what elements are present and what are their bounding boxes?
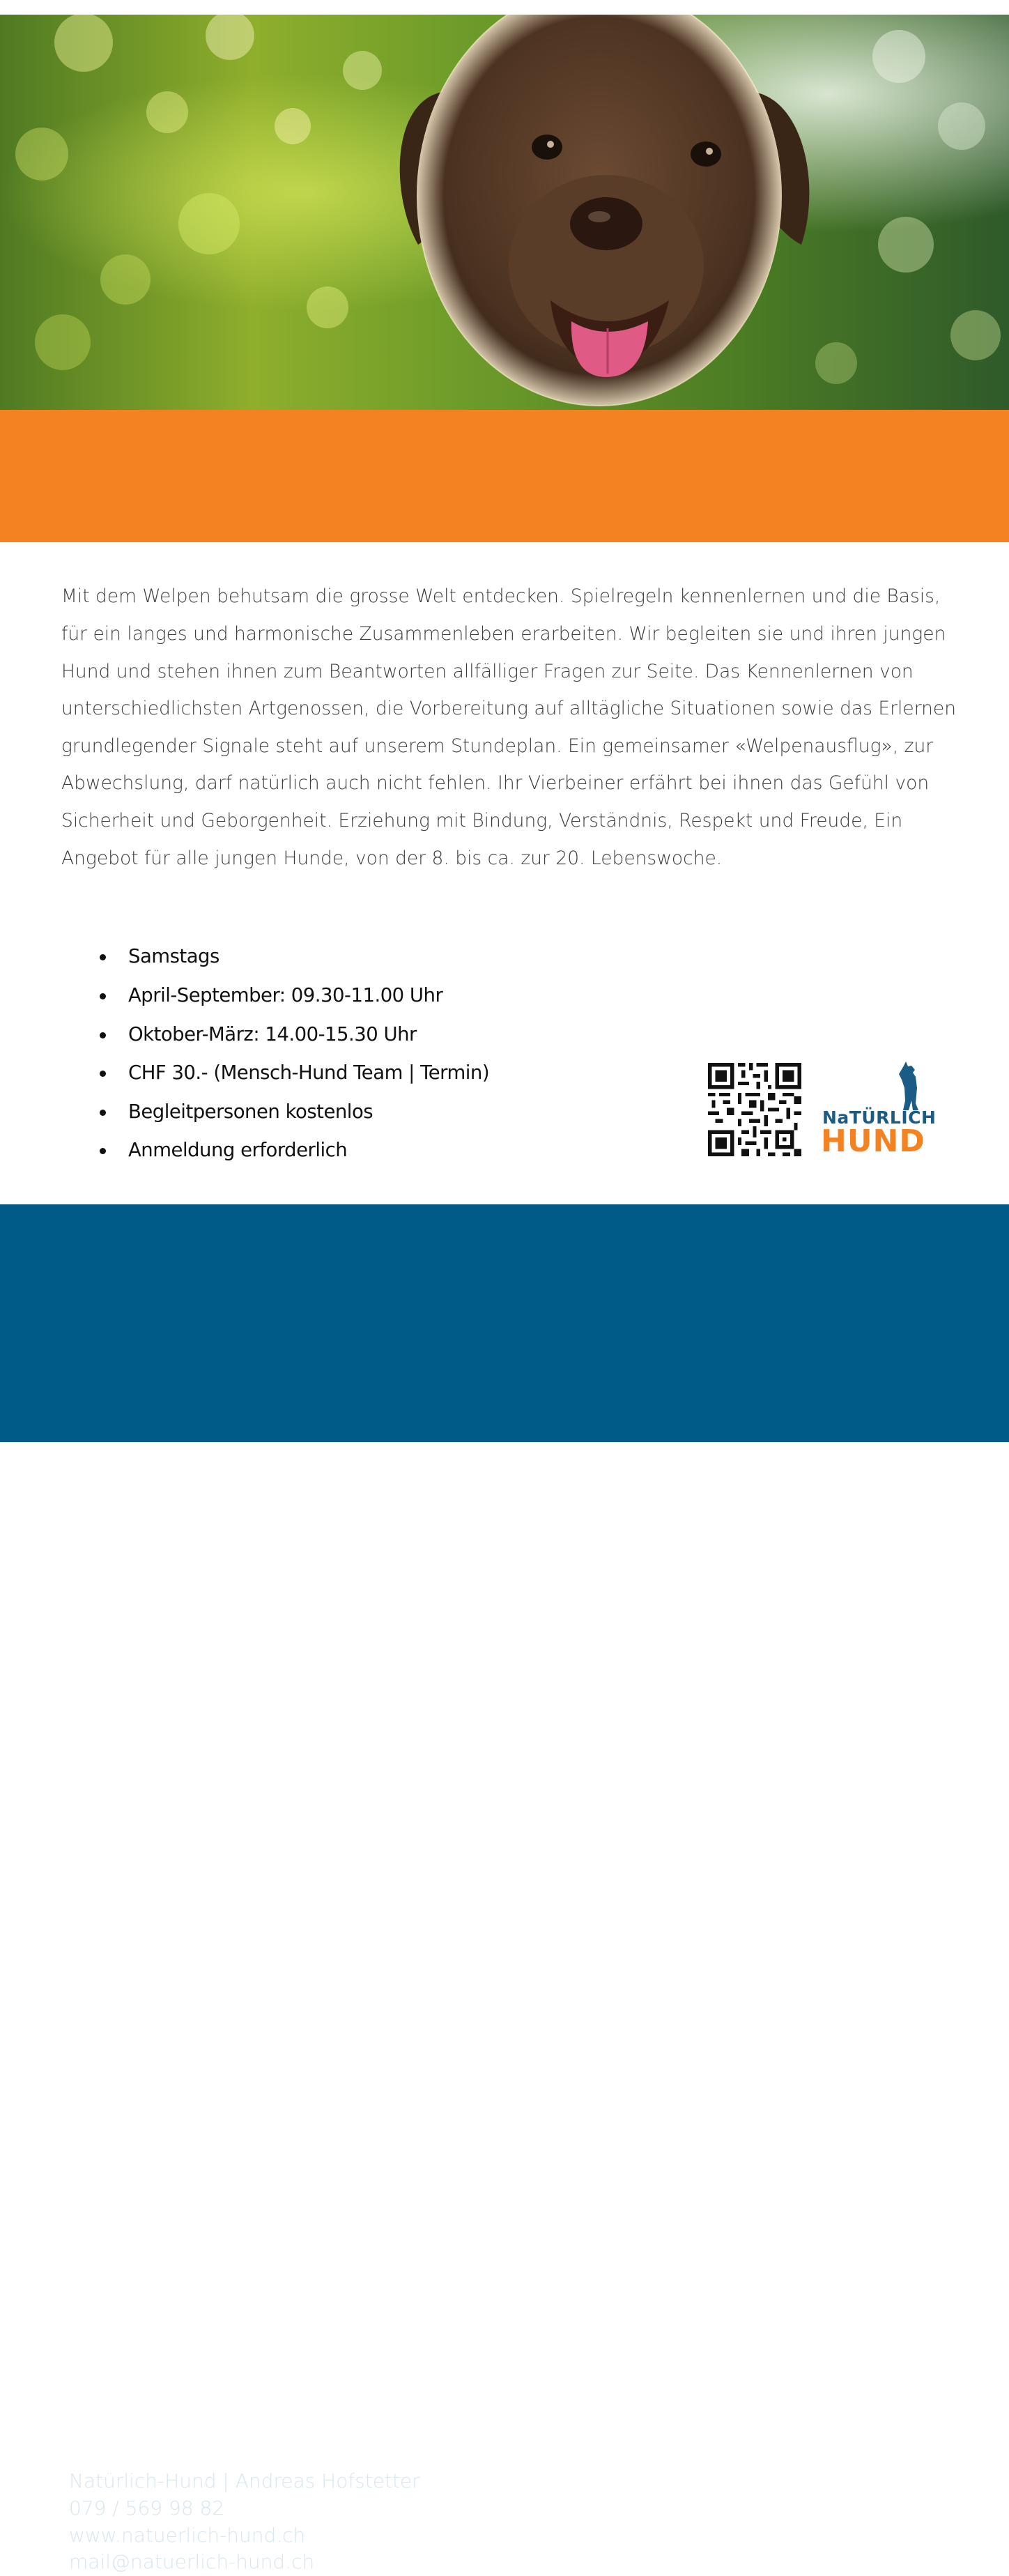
- title-banner: [0, 410, 1009, 542]
- list-item: Anmeldung erforderlich: [98, 1131, 489, 1170]
- list-item: Samstags: [98, 937, 489, 976]
- contact-phone[interactable]: 079 / 569 98 82: [69, 2497, 225, 2520]
- qr-code[interactable]: [708, 1063, 801, 1156]
- logo-text-hund: HUND: [821, 1124, 925, 1160]
- natuerlich-hund-logo: [821, 1061, 943, 1158]
- contact-website-link[interactable]: www.natuerlich-hund.ch: [69, 2523, 306, 2547]
- contact-name: Natürlich-Hund | Andreas Hofstetter: [69, 2469, 420, 2493]
- contact-heading: Kontakt:: [69, 2429, 145, 2451]
- list-item: April-September: 09.30-11.00 Uhr: [98, 976, 489, 1015]
- hero-puppy-photo: [0, 15, 1009, 410]
- list-item: CHF 30.- (Mensch-Hund Team | Termin): [98, 1054, 489, 1093]
- contact-details: [69, 2468, 420, 2575]
- logo-text-natuerlich: NaTÜRLICH: [822, 1107, 937, 1128]
- list-item: Oktober-März: 14.00-15.30 Uhr: [98, 1015, 489, 1055]
- dog-silhouette-icon: [896, 1061, 924, 1112]
- facts-list: [98, 937, 489, 1170]
- intro-paragraph: Mit dem Welpen behutsam die grosse Welt entdecken. Spielregeln kennenlernen und die Basis, für ein langes und harmonische Zusammenleben erarbeiten. Wir begleiten sie und ihren jungen Hund und stehen ihnen zum Beantworten allfälliger Fragen zur Seite. Das Kennenlernen von unterschiedlichsten Artgenossen, die Vorbereitung auf alltägliche Situationen sowie das Erlernen grundlegender Signale steht auf unserem Stundeplan. Ein gemeinsamer «Welpenausflug», zur Abwechslung, darf natürlich auch nicht fehlen. Ihr Vierbeiner erfährt bei ihnen das Gefühl von Sicherheit und Geborgenheit. Erziehung mit Bindung, Verständnis, Respekt und Freude, Ein Angebot für alle jungen Hunde, von der 8. bis ca. zur 20. Lebenswoche.: [61, 585, 957, 869]
- contact-email-link[interactable]: mail@natuerlich-hund.ch: [69, 2550, 315, 2574]
- list-item: Begleitpersonen kostenlos: [98, 1093, 489, 1132]
